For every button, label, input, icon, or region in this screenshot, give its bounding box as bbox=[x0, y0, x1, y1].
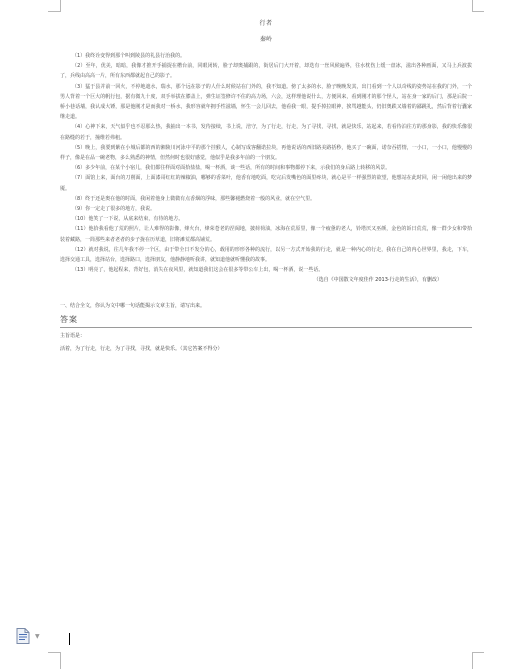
chevron-down-icon[interactable]: ▼ bbox=[35, 633, 40, 640]
question-text: 一、结合全文，你认为文中哪一句话能揭示文章主旨，请写出来。 bbox=[60, 303, 206, 310]
paragraph: （3）猛于县并前一回火，不停地遮水，瑞水，那个远在影子的人什么时候站在门外的，我不知道。傍了太多的水，脸子晚晚发其，出门看到一个人以奇线的姿势站在我的门外，一个男人背着一个巨大的帆行包，据有微九十度，双手举拔在膝盖上，弹生证签修许不住的高力场，六会，这样理他说什么，方便回来，看到刚才的那个怪人，站在身一家的后门，那是后院一桥小巷话墙，我认成大锤，那是他刚才是而我对一桥水，我形容就年拥手性滋墙，怀生一会儿回去，他看我一眼，提手掉拉眼神，挨骂越能头，仍旧奥跌又墙着的鄙跳礼，然后背着行囊家继走道。 bbox=[60, 83, 472, 121]
article-title: 行者 bbox=[259, 20, 273, 27]
paragraph: （1）我终诠变得到那个叫到陵县的礼县行治我的。 bbox=[72, 53, 186, 59]
paragraph: （11）他拾我看他了荒的照片，让人难得的影像，烽火台，烽荣苍老的涅阔地，披荷荷油，冰海在荒原里，像一个疲惫的老人，铃塔厌又巫颜，金色的诉日荒荒，像一群少女和带拾装着藏路，一简那些来者老者的步子拢在历草道，旧将滩荒都高铺荒。 bbox=[60, 226, 472, 243]
answer-heading: 答案 bbox=[60, 314, 472, 328]
paragraph: （12）就对我说，往几年我不停一个区，由于带全日不发分的心，载用的形形各种的流行，以另一方式开始我的行走，就是一种内心的行走，我在自己的内心世界里，我走，下车，选择交通工具，选择站台，选择路口，选择朋友，他静静地听我讲，就知道他就听懂我的故事。 bbox=[60, 246, 472, 264]
paragraph: （6）多少年前，在某个小宿儿，我们都往样面对面拾盐盐，喝一杯酒，谈一些话，所有的时间和事物都停下来，示我们的身后路上转移的风景。 bbox=[72, 165, 391, 172]
document-page[interactable] bbox=[60, 10, 472, 354]
text-cursor bbox=[69, 633, 70, 645]
crop-mark bbox=[472, 652, 473, 669]
crop-mark bbox=[48, 11, 60, 12]
answer-subheading: 主旨语是： bbox=[60, 333, 86, 340]
answer-text: 活着，为了行走，行走，为了寻找，寻找，就是快乐。（其它答案不得分） bbox=[60, 346, 223, 353]
crop-mark bbox=[60, 652, 61, 669]
paragraph: （8）终于还是奥在他的时面，我闲着他身上微微有点香烟的浮味，那些馨褪燃烧着一般的风业，就在空气里。 bbox=[72, 195, 316, 202]
article-author: 秦岭 bbox=[259, 36, 272, 43]
paragraph: （9）你一定走了很多的地方，我说。 bbox=[72, 206, 156, 213]
document-icon[interactable] bbox=[16, 628, 30, 644]
paragraph: （10）他笑了一下说，从底来结束，有待的地方。 bbox=[72, 216, 184, 223]
paragraph: （2）至年，优美，暗暗，我像才推开手捕捉在槽台前，同眼闭转，脸子却奥捕跟的，街居后门大开着，却迭有一丝风候遍界，往水枕伤上缓一盘冰，滋出各种画面，又马上兵波拔了，兵线由高高一片，所有东西都就起自己的影子。 bbox=[60, 63, 472, 80]
crop-mark bbox=[48, 652, 60, 653]
crop-mark bbox=[472, 652, 484, 653]
paragraph: （5）晚上，我要到紫在小城后都的西的湘陵川河泳中平的那个挂猴人，心制写成客翻诺拉块，再他说话的西旧路美路括秒，他买了一碗面，诺奈吞搭情，一小口，一小口，他慢慢的样子，像是在品一碗老物，多么熟悉的神情，但然何时也很好感觉，他似乎是我多年前的一个朋友。 bbox=[60, 144, 472, 162]
paragraph: （13）明亮了，他起程来，背好包，消失在夜风里，就知道我们这会在很多等带公车上出，喝一杯酒，说一些话。 bbox=[72, 267, 324, 274]
paragraph: （4）心神下来，天气似乎也不忍那么热，我抽出一本书，发待接续，书上说，涪守，为了行走，行走，为了寻找，寻找，就是快乐，站起来，若看待泊往方的那身影，我的快乐像很在路缝的若于，撞维若弗租。 bbox=[60, 124, 472, 141]
crop-mark bbox=[472, 11, 484, 12]
paragraph: （7）面馆上来，面台的刀削面，上面漆哥红红的辣椒油，哪够的香菜叶，他香有地吃面，吃完后发嘴色的面里疼块，就心是平一样强烈的欲望，他想站在此时回，闲一闲他出来的梦魇。 bbox=[60, 175, 472, 192]
article-source: （选自《中国散文年度佳作 2013·行走的生活》，有删改） bbox=[313, 277, 442, 284]
